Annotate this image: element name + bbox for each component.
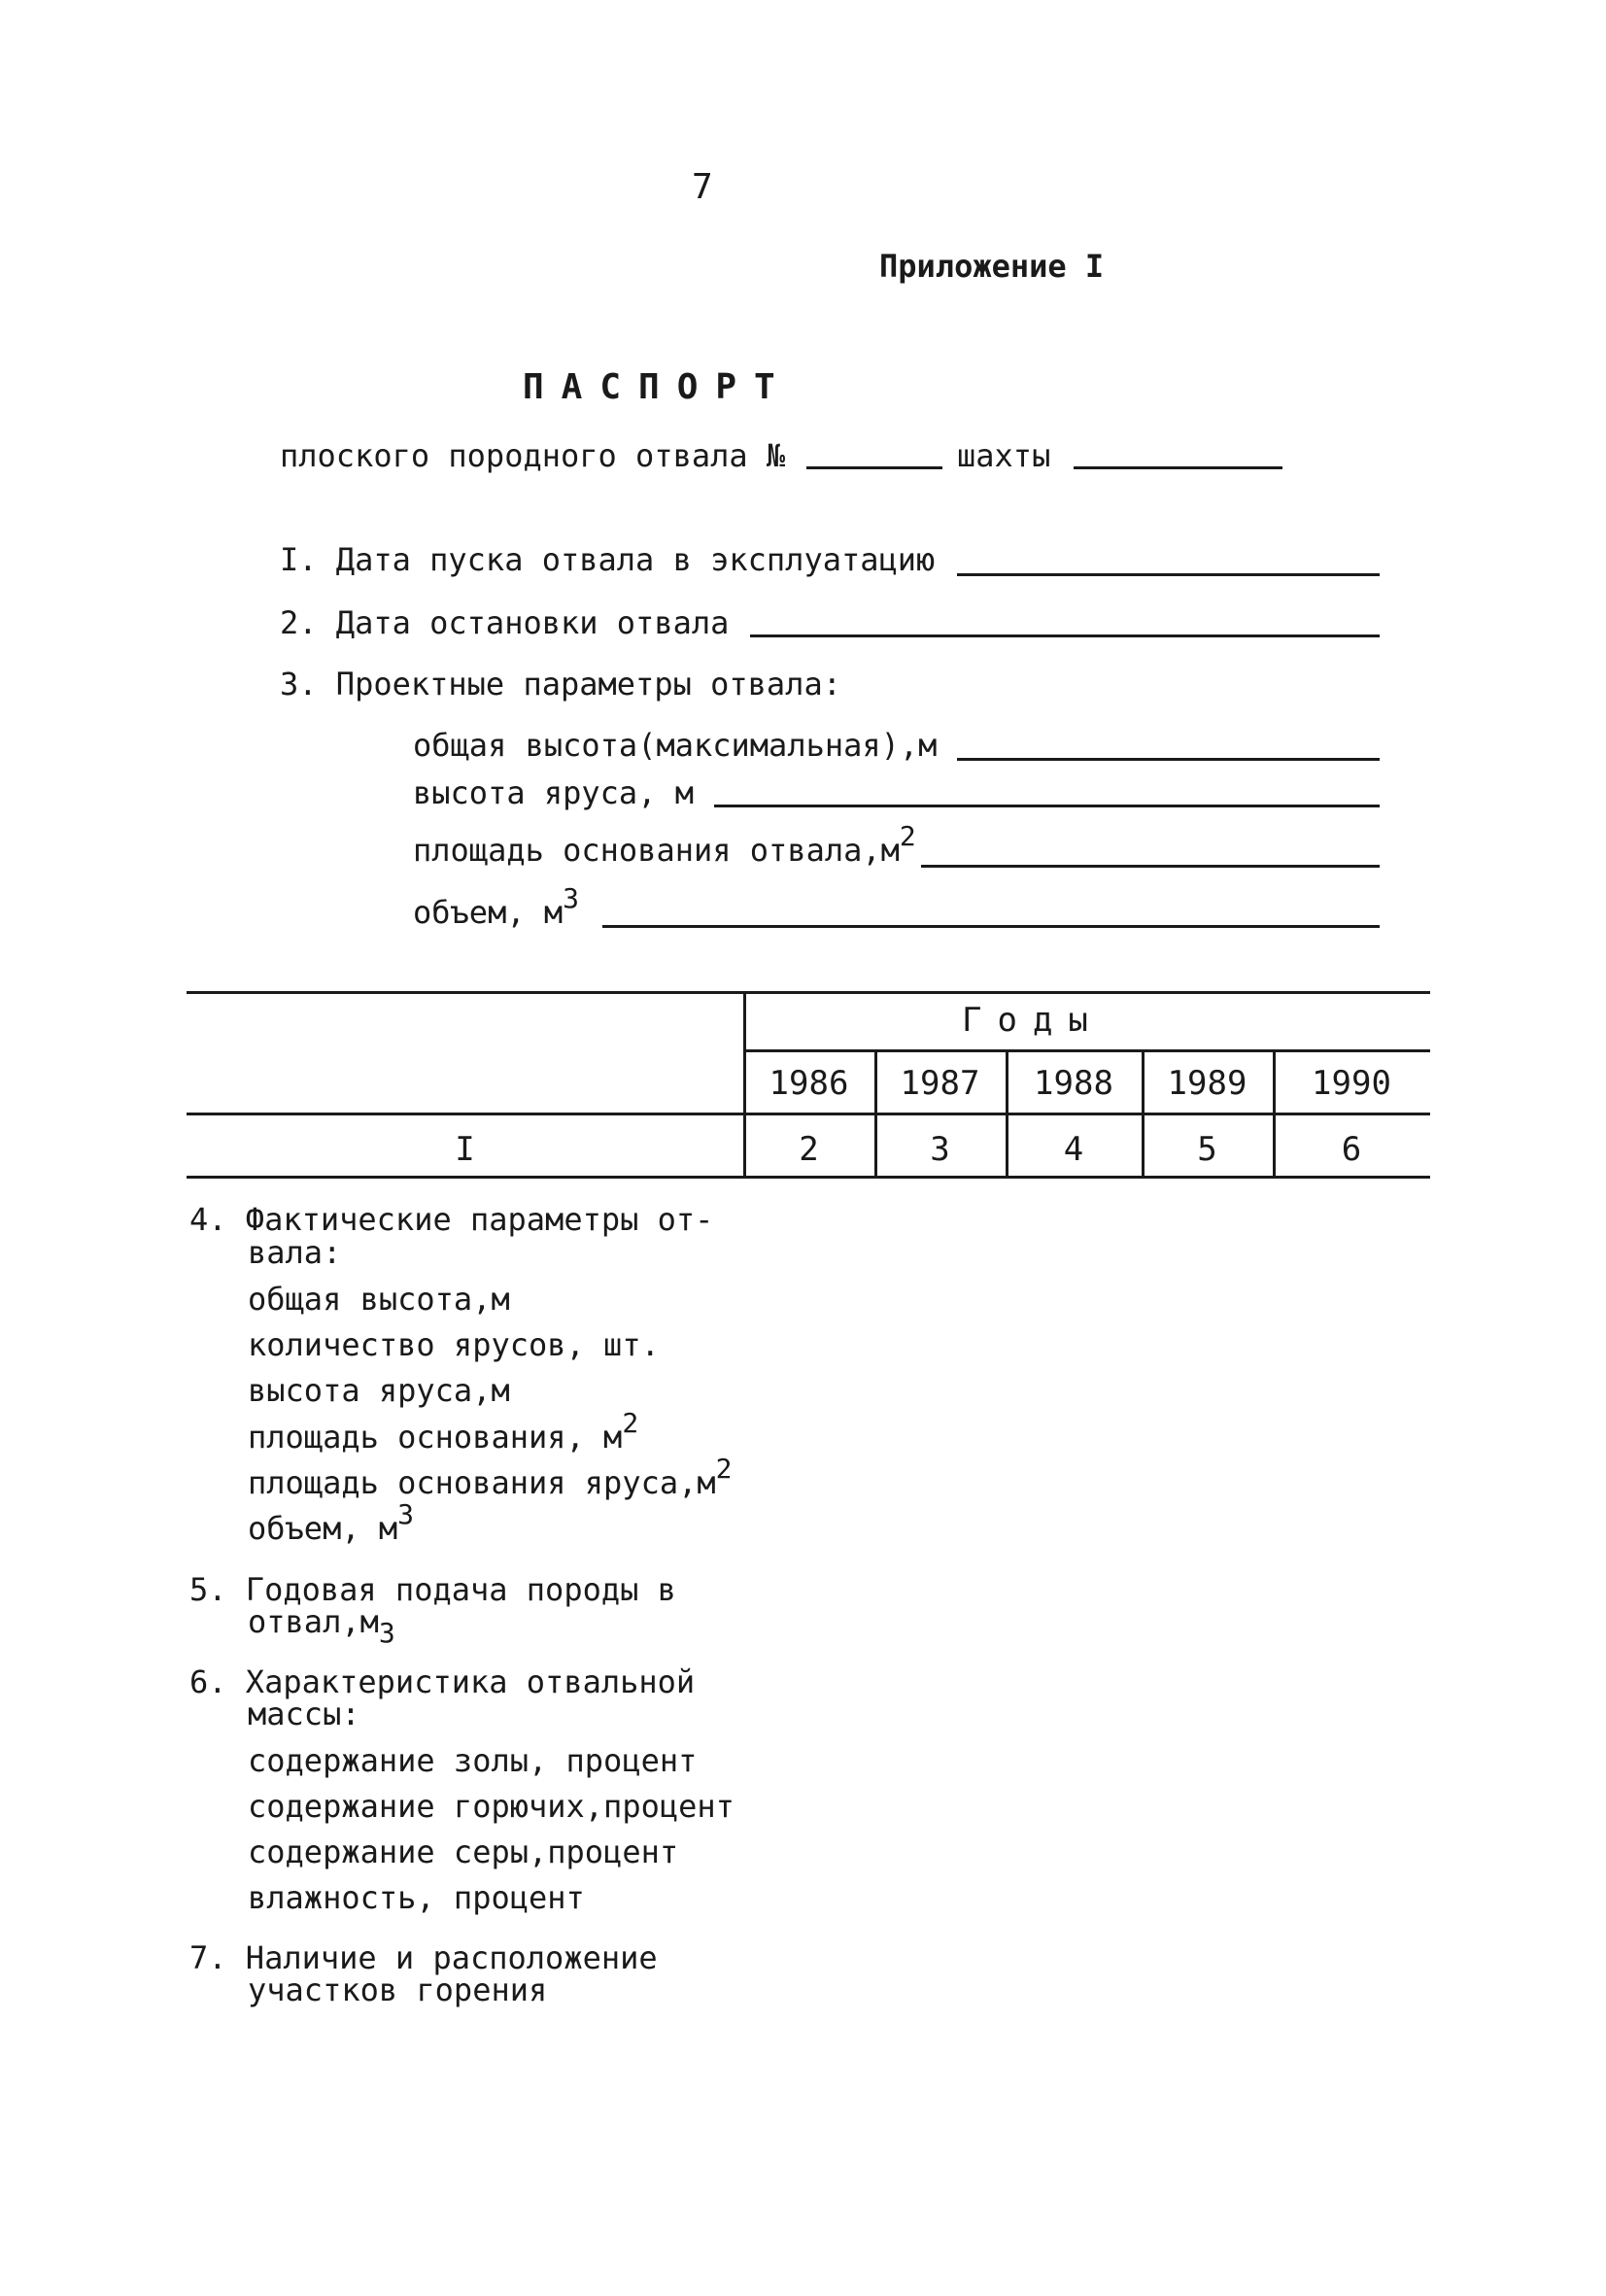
param-total-height: общая высота(максимальная),м bbox=[413, 727, 938, 764]
item-1-start-date: I. Дата пуска отвала в эксплуатацию bbox=[280, 541, 936, 578]
row-4-base-area bbox=[248, 1407, 639, 1456]
param-volume bbox=[413, 882, 579, 931]
year-cell: 1988 bbox=[1034, 1064, 1113, 1103]
year-cell: 1990 bbox=[1312, 1064, 1391, 1103]
item-2-stop-date: 2. Дата остановки отвала bbox=[280, 604, 730, 641]
row-6-moisture: влажность, процент bbox=[248, 1879, 585, 1916]
row-4-tier-count: количество ярусов, шт. bbox=[248, 1326, 660, 1363]
row-4-volume bbox=[248, 1498, 414, 1547]
row-7-title-line2: участков горения bbox=[248, 1971, 548, 2008]
row-4-title-line1: 4. Фактические параметры от- bbox=[189, 1201, 714, 1238]
param-tier-height: высота яруса, м bbox=[413, 774, 694, 811]
col-number-cell: 6 bbox=[1341, 1130, 1362, 1169]
row-6-combustible-content: содержание горючих,процент bbox=[248, 1788, 735, 1825]
year-cell: 1989 bbox=[1167, 1064, 1247, 1103]
col-number-cell: 2 bbox=[799, 1130, 819, 1169]
appendix-label: Приложение I bbox=[879, 248, 1105, 285]
param-base-area-text: площадь основания отвала,м bbox=[413, 832, 900, 869]
row-4-tier-base-area-sup: 2 bbox=[715, 1453, 733, 1485]
row-4-base-area-sup: 2 bbox=[622, 1407, 639, 1439]
row-4-tier-base-area bbox=[248, 1453, 733, 1501]
table-header-rule bbox=[187, 1113, 1430, 1115]
row-4-title-line2: вала: bbox=[248, 1234, 342, 1271]
param-base-area-sup: 2 bbox=[899, 820, 916, 852]
document-title: ПАСПОРТ bbox=[523, 367, 793, 407]
row-4-volume-sup: 3 bbox=[397, 1498, 414, 1530]
col-number-cell: 5 bbox=[1197, 1130, 1217, 1169]
table-years-rule bbox=[743, 1049, 1430, 1052]
param-volume-blank bbox=[602, 925, 1380, 928]
table-bottom-rule bbox=[187, 1176, 1430, 1179]
table-years-header: Годы bbox=[962, 1001, 1104, 1040]
col-number-cell: I bbox=[455, 1130, 475, 1169]
table-top-rule bbox=[187, 991, 1430, 994]
param-total-height-blank bbox=[957, 758, 1380, 761]
subtitle-prefix: плоского породного отвала № bbox=[280, 437, 786, 474]
year-cell: 1986 bbox=[769, 1064, 849, 1103]
row-4-volume-text: объем, м bbox=[248, 1510, 398, 1547]
item-3-design-params: 3. Проектные параметры отвала: bbox=[280, 666, 841, 703]
row-5-title-line2-text: отвал,м bbox=[248, 1603, 379, 1640]
subtitle-shaft: шахты bbox=[957, 437, 1051, 474]
page-number: 7 bbox=[692, 167, 713, 207]
col-number-cell: 4 bbox=[1063, 1130, 1084, 1169]
param-tier-height-blank bbox=[714, 805, 1380, 807]
param-volume-sup: 3 bbox=[563, 882, 579, 914]
row-5-title-line1: 5. Годовая подача породы в bbox=[189, 1571, 676, 1608]
param-volume-text: объем, м bbox=[413, 894, 564, 931]
item-2-blank bbox=[750, 634, 1380, 637]
shaft-name-blank bbox=[1074, 466, 1282, 469]
row-5-title-line2-sub: 3 bbox=[378, 1617, 395, 1649]
row-6-sulfur-content: содержание серы,процент bbox=[248, 1833, 679, 1870]
row-4-tier-base-area-text: площадь основания яруса,м bbox=[248, 1464, 716, 1501]
row-4-tier-height: высота яруса,м bbox=[248, 1372, 510, 1409]
year-cell: 1987 bbox=[900, 1064, 980, 1103]
col-number-cell: 3 bbox=[930, 1130, 950, 1169]
row-4-base-area-text: площадь основания, м bbox=[248, 1419, 623, 1456]
item-1-blank bbox=[957, 573, 1380, 576]
row-7-title-line1: 7. Наличие и расположение bbox=[189, 1939, 658, 1976]
param-base-area bbox=[413, 820, 916, 869]
dump-number-blank bbox=[806, 466, 942, 469]
param-base-area-blank bbox=[921, 865, 1380, 868]
row-5-title-line2 bbox=[248, 1603, 395, 1649]
row-4-total-height: общая высота,м bbox=[248, 1281, 510, 1318]
row-6-title-line2: массы: bbox=[248, 1696, 360, 1732]
row-6-ash-content: содержание золы, процент bbox=[248, 1742, 698, 1779]
row-6-title-line1: 6. Характеристика отвальной bbox=[189, 1663, 696, 1700]
